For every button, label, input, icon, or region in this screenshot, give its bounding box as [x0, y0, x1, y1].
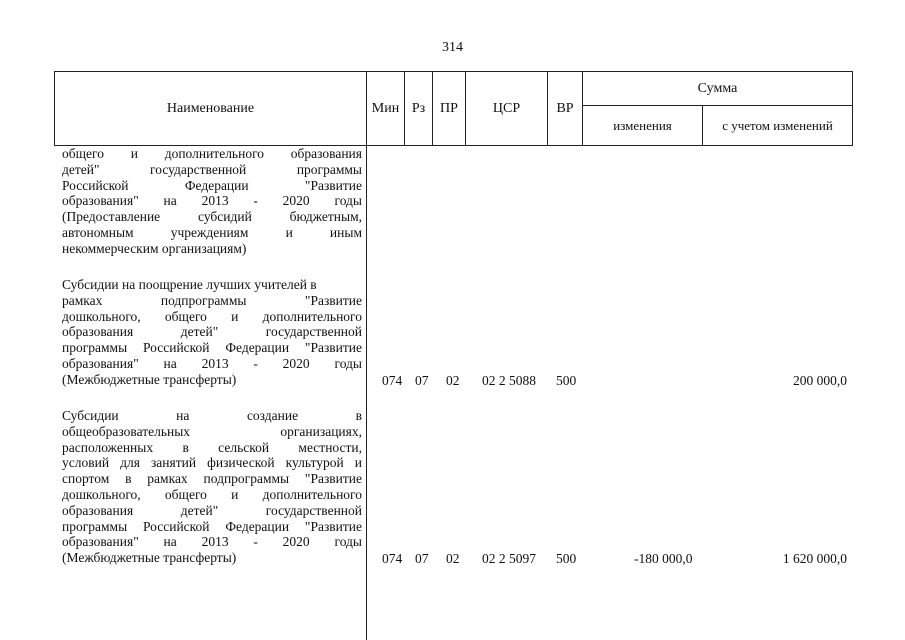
row-pr: 02: [446, 373, 460, 388]
row-total: 1 620 000,0: [782, 551, 847, 566]
page-number: 314: [442, 40, 463, 55]
row-pr: 02: [446, 551, 460, 566]
header-with-changes: с учетом изменений: [722, 117, 833, 133]
row-csr: 02 2 5088: [482, 373, 536, 388]
row-csr: 02 2 5097: [482, 551, 536, 566]
row-name: общего и дополнительного образования детей" государственной программы Российской Федерации "Развитие образования" на 2013 - 2020 годы (Предоставление субсидий бюджетным, автономным учреждениям и иным некоммерческим организациям): [62, 146, 362, 256]
row-name: Субсидии на создание в общеобразовательных организациях, расположенных в сельской местности, условий для занятий физической культурой и спортом в рамках подпрограммы "Развитие дошкольного, общего и дополнительного образования детей" государственной программы Российской Федерации "Развитие образования" на 2013 - 2020 годы (Межбюджетные трансферты): [62, 408, 362, 566]
header-change: изменения: [583, 106, 703, 145]
header-pr: ПР: [433, 72, 466, 145]
header-min: Мин: [367, 72, 405, 145]
row-vr: 500: [556, 551, 577, 566]
header-vr: ВР: [548, 72, 583, 145]
row-rz: 07: [415, 373, 429, 388]
header-name: Наименование: [55, 72, 367, 145]
row-vr: 500: [556, 373, 577, 388]
table-header: [54, 71, 853, 146]
table-body: [54, 144, 851, 640]
header-csr: ЦСР: [466, 72, 548, 145]
row-name: Субсидии на поощрение лучших учителей в рамках подпрограммы "Развитие дошкольного, общего и дополнительного образования детей" государственной программы Российской Федерации "Развитие образования" на 2013 - 2020 годы (Межбюджетные трансферты): [62, 277, 362, 387]
header-sum: Сумма: [583, 72, 852, 106]
row-min: 074: [382, 551, 403, 566]
row-change: -180 000,0: [634, 551, 693, 566]
header-rz: Рз: [405, 72, 433, 145]
row-total: 200 000,0: [793, 373, 847, 388]
row-rz: 07: [415, 551, 429, 566]
row-min: 074: [382, 373, 403, 388]
